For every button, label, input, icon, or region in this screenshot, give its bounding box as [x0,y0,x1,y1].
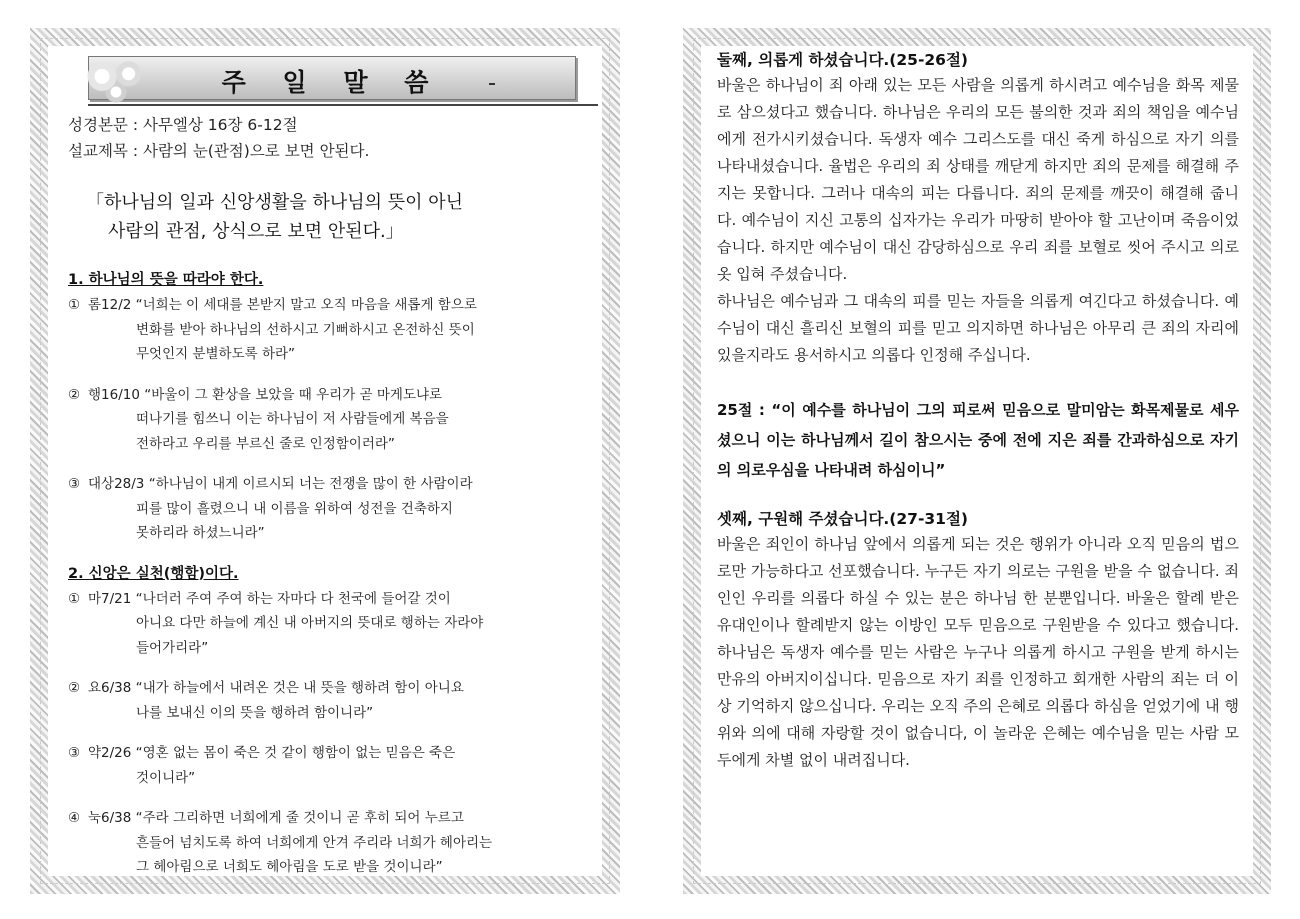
section-1-verses [58,293,592,546]
verse-continuation: 들어가리라” [136,639,209,656]
quote-line-2: 사람의 관점, 상식으로 보면 안된다.」 [108,221,404,242]
verse-first-line [68,293,592,318]
verse-text: 요6/38 “내가 하늘에서 내려온 것은 내 뜻을 행하려 함이 아니요 [88,680,464,696]
verse-continuation: 변화를 받아 하나님의 선하시고 기뻐하시고 온전하신 뜻이 [136,321,475,338]
verse-text: 대상28/3 “하나님이 내게 이르시되 너는 전쟁을 많이 한 사람이라 [88,476,473,492]
left-page [30,28,620,894]
verse-continuation: 떠나기를 힘쓰니 이는 하나님이 저 사람들에게 복음을 [136,411,449,427]
verse-number: ① [68,297,81,313]
verse-text: 마7/21 “나더러 주여 주여 하는 자마다 다 천국에 들어갈 것이 [88,590,451,607]
point-3-paragraph: 바울은 죄인이 하나님 앞에서 의롭게 되는 것은 행위가 아니라 오직 믿음의 법으로만 가능하다고 선포했습니다. 누구든 자기 의로는 구원을 받을 수 없습니다. 죄인인 우리를 의롭다 하실 수 있는 분은 하나님 한 분뿐입니다. 바울은 할례 받은 유대인이나 할례받지 않는 이방인 모두 믿음으로 구원받을 수 있다고 했습니다. 하나님은 독생자 예수를 믿는 사람은 누구나 의롭게 하시고 구원을 받게 하시는 만유의 아버지이십니다. 믿음으로 자기 죄를 인정하고 회개한 사람의 죄는 더 이상 기억하지 않으십니다. 우리는 오직 주의 은혜로 의롭다 하심을 얻었기에 내 행위와 의에 대해 자랑할 것이 없습니다, 이 놀라운 은혜는 예수님을 믿는 사람 모두에게 차별 없이 내려집니다. [717,535,1239,769]
point-2-paragraph-1: 바울은 하나님이 죄 아래 있는 모든 사람을 의롭게 하시려고 예수님을 화목 제물로 삼으셨다고 했습니다. 하나님은 우리의 모든 불의한 것과 죄의 책임을 예수님에게 전가시키셨습니다. 독생자 예수 그리스도를 대신 죽게 하심으로 자기 의를 나타내셨습니다. 율법은 우리의 죄 상태를 깨닫게 하지만 죄의 문제를 해결해 주지는 못합니다. 그러나 대속의 피는 다릅니다. 죄의 문제를 깨끗이 해결해 줍니다. 예수님이 지신 고통의 십자가는 우리가 마땅히 받아야 할 고난이며 죽음이었습니다. 하지만 예수님이 대신 감당하심으로 우리 죄를 보혈로 씻어 주시고 의로 옷 입혀 주셨습니다. [717,76,1239,283]
verse-number: ① [68,590,81,607]
sermon-title: 설교제목 : 사람의 눈(관점)으로 보면 안된다. [68,142,370,160]
section-1-heading: 1. 하나님의 뜻을 따라야 한다. [68,272,264,288]
verse-number: ③ [68,745,81,761]
right-page [683,28,1271,894]
verse-continuation: 무엇인지 분별하도록 하라” [136,346,296,362]
verse-text: 약2/26 “영혼 없는 몸이 죽은 것 같이 행함이 없는 믿음은 죽은 [88,745,456,761]
verse-text: 눅6/38 “주라 그리하면 너희에게 줄 것이니 곧 후히 되어 누르고 [88,810,464,826]
verse-first-line [68,806,592,831]
verse-first-line [68,587,592,612]
banner-mark [489,83,495,85]
quote-line-1: 「하나님의 일과 신앙생활을 하나님의 뜻이 아닌 [86,192,463,213]
verse-number: ④ [68,810,81,826]
verse-item [68,472,592,546]
verse-item [68,587,592,661]
verse-number: ② [68,386,81,403]
verse-25-quote: 25절 : “이 예수를 하나님이 그의 피로써 믿음으로 말미암는 화목제물로 세우셨으니 이는 하나님께서 길이 참으시는 중에 전에 지은 죄를 간과하심으로 자기의 의로우심을 나타내려 하심이니” [717,401,1239,479]
key-quote [86,188,592,246]
scripture-reference: 성경본문 : 사무엘상 16장 6-12절 [68,116,298,134]
verse-text: 행16/10 “바울이 그 환상을 보았을 때 우리가 곧 마게도냐로 [88,386,443,403]
section-2-heading: 2. 신앙은 실천(행함)이다. [68,565,239,582]
verse-number: ③ [68,476,81,492]
verse-continuation: 피를 많이 흘렸으니 내 이름을 위하여 성전을 건축하지 [136,500,453,517]
section-2-verses [58,587,592,877]
verse-text: 롬12/2 “너희는 이 세대를 본받지 말고 오직 마음을 새롭게 함으로 [88,297,477,313]
verse-first-line [68,383,592,408]
point-2-paragraph-2: 하나님은 예수님과 그 대속의 피를 믿는 자들을 의롭게 여긴다고 하셨습니다. 예수님이 대신 흘리신 보혈의 피를 믿고 의지하면 하나님은 아무리 큰 죄의 자리에 있을지라도 용서하시고 의롭다 인정해 주십니다. [717,292,1239,364]
verse-number: ② [68,680,81,696]
verse-first-line [68,676,592,701]
verse-item [68,806,592,876]
page-title: 주 일 말 씀 [221,68,443,97]
verse-item [68,383,592,457]
verse-first-line [68,741,592,766]
verse-continuation: 나를 보내신 이의 뜻을 행하려 함이니라” [136,704,374,721]
verse-continuation: 못하리라 하셨느니라” [136,525,265,541]
verse-continuation: 아니요 다만 하늘에 계신 내 아버지의 뜻대로 행하는 자라야 [136,615,484,631]
verse-item [68,676,592,725]
point-2-heading: 둘째, 의롭게 하셨습니다.(25-26절) [717,51,969,69]
verse-item [68,293,592,367]
verse-continuation: 전하라고 우리를 부르신 줄로 인정함이러라” [136,435,395,452]
verse-item [68,741,592,790]
verse-continuation: 것이니라” [136,769,196,786]
title-banner [88,56,576,100]
point-3-heading: 셋째, 구원해 주셨습니다.(27-31절) [717,510,969,528]
verse-first-line [68,472,592,497]
verse-continuation: 그 헤아림으로 너희도 헤아림을 도로 받을 것이니라” [136,859,443,875]
title-rule [88,104,598,106]
verse-continuation: 흔들어 넘치도록 하여 너희에게 안겨 주리라 너희가 헤아리는 [136,834,493,851]
